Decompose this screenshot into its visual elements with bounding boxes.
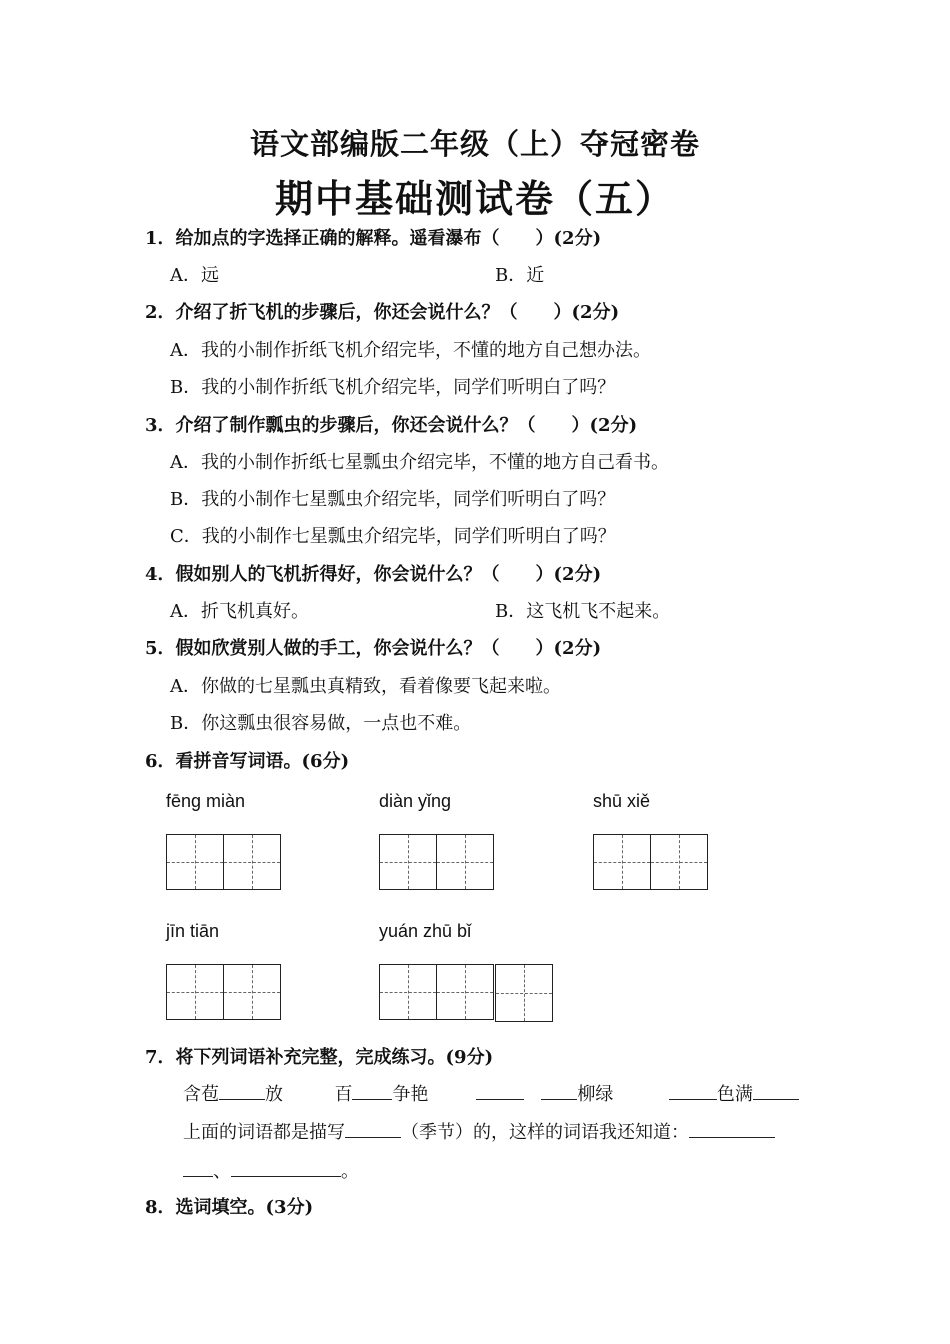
question-7-stem: 7．将下列词语补充完整，完成练习。(9分) xyxy=(145,1047,494,1068)
writing-cell[interactable] xyxy=(650,834,708,890)
blank-field[interactable] xyxy=(669,1081,717,1100)
writing-grid[interactable] xyxy=(166,964,280,1020)
blank-field[interactable] xyxy=(345,1119,401,1138)
blank-field[interactable] xyxy=(219,1081,265,1100)
writing-grid[interactable] xyxy=(379,964,551,1022)
exam-title: 期中基础测试卷（五） xyxy=(274,176,675,221)
writing-grid[interactable] xyxy=(166,834,280,890)
question-4-option-b: B．这飞机飞不起来。 xyxy=(495,601,671,622)
idiom-fill-row xyxy=(183,1080,799,1106)
blank-field[interactable] xyxy=(753,1081,799,1100)
pinyin-label: fēng miàn xyxy=(166,791,246,811)
question-5-stem: 5．假如欣赏别人做的手工，你会说什么？（ ）(2分) xyxy=(145,638,602,659)
question-1-option-b: B．近 xyxy=(495,265,545,286)
blank-field[interactable] xyxy=(231,1158,341,1177)
writing-cell[interactable] xyxy=(223,834,281,890)
separator: 、 xyxy=(213,1161,231,1182)
question-2-stem: 2．介绍了折飞机的步骤后，你还会说什么？（ ）(2分) xyxy=(145,302,620,323)
question-4-option-a: A．折飞机真好。 xyxy=(170,601,309,622)
idiom-2-suffix: 争艳 xyxy=(392,1084,429,1105)
writing-cell[interactable] xyxy=(223,964,281,1020)
question-5-option-b: B．你这瓢虫很容易做，一点也不难。 xyxy=(170,713,472,734)
question-5-option-a: A．你做的七星瓢虫真精致，看着像要飞起来啦。 xyxy=(170,676,561,697)
exam-subtitle: 语文部编版二年级（上）夺冠密卷 xyxy=(249,127,700,161)
writing-cell[interactable] xyxy=(436,964,494,1020)
question-2-option-b: B．我的小制作折纸飞机介绍完毕，同学们听明白了吗？ xyxy=(170,377,616,398)
writing-cell[interactable] xyxy=(593,834,651,890)
pinyin-label: diàn yǐng xyxy=(379,791,452,811)
writing-cell[interactable] xyxy=(379,964,437,1020)
question-8-stem: 8．选词填空。(3分) xyxy=(145,1197,314,1218)
question-3-option-c: C．我的小制作七星瓢虫介绍完毕，同学们听明白了吗？ xyxy=(170,526,616,547)
idiom-1-prefix: 含苞 xyxy=(183,1084,219,1105)
blank-field[interactable] xyxy=(476,1081,524,1100)
writing-cell[interactable] xyxy=(436,834,494,890)
pinyin-label: shū xiě xyxy=(593,791,651,811)
sentence-part-a: 上面的词语都是描写 xyxy=(183,1122,345,1143)
question-1-stem: 1．给加点的字选择正确的解释。遥看瀑布（ ）(2分) xyxy=(145,228,602,249)
blank-field[interactable] xyxy=(541,1081,577,1100)
sentence-end: 。 xyxy=(341,1161,359,1182)
writing-cell[interactable] xyxy=(166,964,224,1020)
question-3-option-b: B．我的小制作七星瓢虫介绍完毕，同学们听明白了吗？ xyxy=(170,489,616,510)
writing-cell[interactable] xyxy=(166,834,224,890)
idiom-3-suffix: 柳绿 xyxy=(577,1084,614,1105)
writing-grid[interactable] xyxy=(593,834,707,890)
idiom-4-middle: 色满 xyxy=(716,1084,753,1105)
question-3-stem: 3．介绍了制作瓢虫的步骤后，你还会说什么？（ ）(2分) xyxy=(145,415,638,436)
sentence-part-b: （季节）的，这样的词语我还知道： xyxy=(401,1122,689,1143)
blank-field[interactable] xyxy=(352,1081,392,1100)
question-1-option-a: A．远 xyxy=(170,265,219,286)
writing-grid[interactable] xyxy=(379,834,493,890)
question-6-stem: 6．看拼音写词语。(6分) xyxy=(145,751,350,772)
pinyin-label: jīn tiān xyxy=(166,921,220,941)
writing-cell[interactable] xyxy=(495,964,553,1022)
blank-field[interactable] xyxy=(689,1119,775,1138)
writing-cell[interactable] xyxy=(379,834,437,890)
pinyin-label: yuán zhū bǐ xyxy=(379,921,472,941)
season-sentence-continued xyxy=(183,1157,359,1183)
question-2-option-a: A．我的小制作折纸飞机介绍完毕，不懂的地方自己想办法。 xyxy=(170,340,651,361)
idiom-1-suffix: 放 xyxy=(265,1084,283,1105)
idiom-2-prefix: 百 xyxy=(334,1084,353,1105)
question-3-option-a: A．我的小制作折纸七星瓢虫介绍完毕，不懂的地方自己看书。 xyxy=(170,452,669,473)
blank-field[interactable] xyxy=(183,1158,213,1177)
question-4-stem: 4．假如别人的飞机折得好，你会说什么？（ ）(2分) xyxy=(145,564,602,585)
season-sentence xyxy=(183,1118,775,1144)
